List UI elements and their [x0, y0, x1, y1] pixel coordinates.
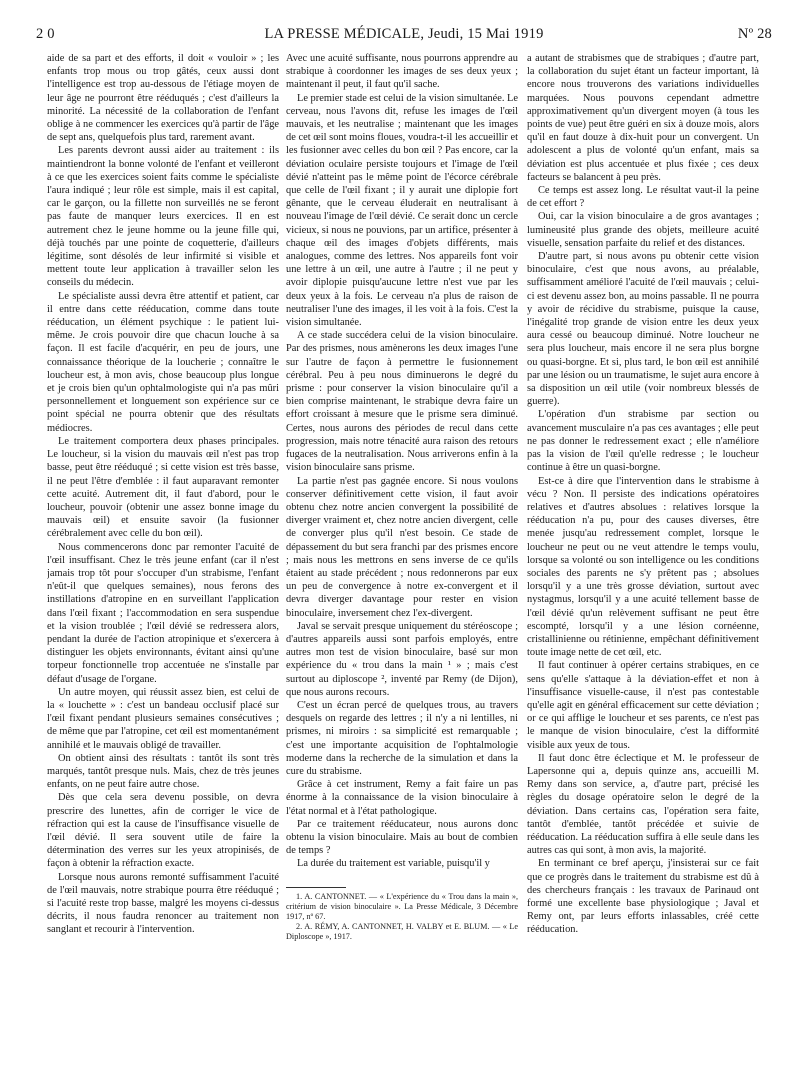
paragraph: La durée du traitement est variable, puisqu'il y — [297, 858, 490, 870]
paragraph: Est-ce à dire que l'intervention dans le strabisme à vécu ? Non. Il persiste des indications opératoires relatives et d'autres absolues : relatives lorsque la rééducation n'a pu, pour des causes diverses, être menée jusqu'au redressement complet, lorsque le loucheur ne peut ou ne veut attendre le temps voulu, lorsque sa volonté ou son intelligence ou les conditions sociales des parents ne s'y prêtent pas ; absolues lorsqu'il y a une très grosse déviation, surtout avec nystagmus, lorsqu'il y a une acuité tellement basse de l'œil dévié qu'un relèvement suffisant ne peut être escompté, lorsqu'il y a une lésion cornéenne, cristallinienne ou rétinienne, empêchant définitivement toute image nette de cet œil, etc. — [527, 475, 759, 659]
paragraph: Lorsque nous aurons remonté suffisamment l'acuité de l'œil mauvais, notre strabique pourra être rééduqué ; si l'acuité reste trop basse, malgré les moyens ci-dessus décrits, il nous faudra renoncer au traitement non sanglant et recourir à l'intervention. — [47, 871, 279, 936]
paragraph: Un autre moyen, qui réussit assez bien, est celui de la « louchette » : c'est un bandeau occlusif placé sur l'œil fixant pendant plusieurs semaines consécutives ; de même que par l'atropine, cet œil est momentanément annihilé et le mauvais obligé de travailler. — [47, 686, 279, 751]
page-number: 2 0 — [36, 26, 55, 42]
paragraph: Grâce à cet instrument, Remy a fait faire un pas énorme à la connaissance de la vision binoculaire à l'état normal et à l'état pathologique. — [286, 779, 518, 817]
paragraph: On obtient ainsi des résultats : tantôt ils sont très marqués, tantôt presque nuls. Mais, chez de très jeunes enfants, on ne peut faire autre chose. — [47, 752, 279, 791]
paragraph: Il faut donc être éclectique et M. le professeur de Lapersonne qui a, depuis quinze ans, accueilli M. Remy dans son service, a, d'autre part, précisé les règles du dosage opératoire selon le degré de la déviation. Dans certains cas, l'opération sera faite, tantôt d'emblée, tantôt précédée et suivie de rééducation. La rééducation suffira à elle seule dans les autres cas qui sont, à mon avis, la majorité. — [527, 752, 759, 857]
issue-number: Nº 28 — [737, 26, 772, 42]
paragraph: Le premier stade est celui de la vision simultanée. Le cerveau, nous l'avons dit, refuse les images de l'œil mauvais, et les neutralise ; maintenant que les images de cet œil sont moins floues, voudra-t-il les accueillir et les fusionner avec celles du bon œil ? Pas encore, car la déviation oculaire persiste toujours et l'image de l'œil dévié n'atteint pas le même point de l'écorce cérébrale que celle de l'œil fixant ; il y aurait une diplopie fort gênante, que le cerveau éluderait en neutralisant à nouveau l'image de l'œil dévié. Ce serait donc un cercle vicieux, si nous ne pouvions, par un artifice, présenter à chaque œil des images d'objets différents, mais analogues, comme des lettres. Nos appareils font voir une lettre à un œil, une autre à l'autre ; il ne peut y avoir diplopie puisqu'aucune lettre n'est vue par les deux yeux à la fois. Le cerveau n'a plus de raison de neutraliser l'une des images, il les voit à la fois. C'est la vision simultanée. — [286, 92, 518, 329]
text-column-left — [47, 52, 279, 1064]
paragraph: Il faut continuer à opérer certains strabiques, en ce sens qu'elle s'attaque à la déviation-effet et non à l'insuffisance visuelle-cause, il n'est pas contestable qu'elle agit en général efficacement sur cette déviation ; or ce qui afflige le loucheur et ses parents, ce n'est pas le manque de vision binoculaire, c'est la difformité visible aux yeux de tous. — [527, 660, 759, 751]
paragraph: aide de sa part et des efforts, il doit « vouloir » ; les enfants trop mous ou trop gâtés, ceux aussi dont l'intelligence est trop au-dessous de l'étiage moyen de leur âge ne pourront être rééduqués ; c'est d'ailleurs la minorité. La nécessité de la collaboration de l'enfant oblige à ne commencer les exercices qu'à partir de l'âge de sept ans, quelquefois plus tard, rarement avant. — [47, 53, 279, 144]
paragraph: Avec une acuité suffisante, nous pourrons apprendre au strabique à coordonner les images de ses deux yeux ; maintenant il peut, il faut qu'il sache. — [286, 53, 518, 91]
paragraph: L'opération d'un strabisme par section ou avancement musculaire n'a pas ces avantages ; elle peut ne pas donner le redressement exact ; elle n'améliore pas la vision de l'œil qu'elle redresse ; le loucheur continue à être un quasi-borgne. — [527, 409, 759, 474]
journal-title: LA PRESSE MÉDICALE, Jeudi, 15 Mai 1919 — [264, 26, 544, 42]
text-column-right — [527, 52, 759, 1064]
paragraph: Nous commencerons donc par remonter l'acuité de l'œil insuffisant. Chez le très jeune enfant (car il n'est jamais trop tôt pour s'occuper d'un strabisme, l'enfant n'eût-il que quelques semaines), nous ferons des instillations d'atropine en en surveillant l'application dans l'œil fixant ; l'accommodation en sera suspendue et la vision troublée ; l'œil dévié se redressera alors, pendant la durée de l'action atropinique et s'exercera à distinguer les objets environnants, évitant ainsi qu'une torpeur fonctionnelle trop accentuée ne s'installe par défaut d'usage de l'organe. — [47, 541, 279, 685]
paragraph: En terminant ce bref aperçu, j'insisterai sur ce fait que ce progrès dans le traitement du strabisme est dû à des chercheurs français : les travaux de Parinaud ont formé une excellente base physiologique ; Javal et Remy ont, par leurs efforts inlassables, créé cette rééducation. — [527, 858, 759, 936]
paragraph: Par ce traitement rééducateur, nous aurons donc obtenu la vision binoculaire. Mais au bout de combien de temps ? — [286, 818, 518, 857]
paragraph: Le spécialiste aussi devra être attentif et patient, car il entre dans cette rééducation, comme dans toute rééducation, un élément psychique : le patient lui-même. Je crois pouvoir dire que chacun louche à sa façon. Il est facile d'acquérir, en peu de jours, une connaissance théorique de la loucherie ; connaître le loucheur est, à mon avis, chose beaucoup plus longue et je crois bien qu'un ophtalmologiste qui n'a pas mûri personnellement et longuement son expérience sur ce point spécial ne pourra obtenir que des résultats médiocres. — [47, 290, 279, 434]
footnotes — [286, 892, 518, 942]
paragraph: Ce temps est assez long. Le résultat vaut-il la peine de cet effort ? — [527, 185, 759, 210]
paragraph: D'autre part, si nous avons pu obtenir cette vision binoculaire, c'est que nous avons, au préalable, suffisamment amélioré l'acuité de l'œil mauvais ; celui-ci est devenu assez bon, au moins passable. Il ne pourra y avoir de récidive du strabisme, puisque la cause, l'inégalité trop grande de vision entre les deux yeux aura cessé ou beaucoup diminué. Notre loucheur ne sera plus loucheur, mais encore il ne sera plus borgne ou quasi-borgne. Et si, plus tard, le bon œil est annihilé par une lésion ou un traumatisme, le sujet aura encore à sa disposition un œil utile (voir nombreux blessés de guerre). — [527, 251, 759, 408]
paragraph: a autant de strabismes que de strabiques ; d'autre part, la collaboration du sujet étant un facteur important, là encore nous trouverons des variations individuelles marquées. Nous pouvons cependant admettre approximativement qu'un divergent moyen (à tous les points de vue) peut être guéri en six à douze mois, alors qu'il en faut douze à dix-huit pour un convergent. Un adolescent a plus de volonté qu'un enfant, mais sa déviation est plus accentuée et plus fixée ; ces deux facteurs se balancent à peu près. — [527, 53, 759, 183]
footnote: 2. A. RÉMY, A. CANTONNET, H. VALBY et E. BLUM. — « Le Diploscope », 1917. — [286, 922, 518, 941]
paragraph: A ce stade succédera celui de la vision binoculaire. Par des prismes, nous amènerons les deux images l'une sur l'autre de façon à permettre le fusionnement cérébral. Peu à peu nous diminuerons le degré du prisme : pour conserver la vision binoculaire qu'il a bien comprise maintenant, le strabique devra faire un effort croissant à mesure que le prisme sera diminué. Certes, nous aurons des périodes de recul dans cette progression, mais notre ténacité aura raison des retours fugaces de la neutralisation. Nous arriverons enfin à la vision binoculaire sans prisme. — [286, 330, 518, 474]
paragraph: Dès que cela sera devenu possible, on devra prescrire des lunettes, afin de corriger le vice de réfraction qui est la cause de l'insuffisance visuelle de l'œil dévié. Il sera souvent utile de faire la détermination des verres sur les yeux atropinisés, de façon à obtenir la réfraction exacte. — [47, 792, 279, 870]
paragraph: C'est un écran percé de quelques trous, au travers desquels on regarde des lettres ; il n'y a ni lentilles, ni prismes, ni miroirs : sa simplicité est remarquable ; c'est une importante acquisition de l'ophtalmologie moderne dans la recherche de la simulation et dans la cure du strabisme. — [286, 699, 518, 777]
paragraph: Le traitement comportera deux phases principales. Le loucheur, si la vision du mauvais œil n'est pas trop basse, peut être rééduqué ; si cette vision est très basse, il ne peut l'être d'emblée : il faut auparavant remonter cette acuité. Autrement dit, il faut d'abord, pour le loucheur, pouvoir (obtenir une assez bonne image du mauvais œil) et ensuite savoir (la fusionner cérébralement avec celle du bon œil). — [47, 435, 279, 540]
footnote: 1. A. CANTONNET. — « L'expérience du « Trou dans la main », critérium de vision binoculaire ». La Presse Médicale, 3 Décembre 1917, nº 67. — [286, 892, 518, 921]
footnote-rule — [286, 887, 346, 888]
paragraph: Oui, car la vision binoculaire a de gros avantages ; lumineusité plus grande des objets, meilleure acuité visuelle, sensation parfaite du relief et des distances. — [527, 211, 759, 249]
paragraph: Javal se servait presque uniquement du stéréoscope ; d'autres appareils aussi sont parfois employés, entre autres mon test de vision binoculaire, basé sur mon expérience du « trou dans la main ¹ » ; mais c'est surtout au diploscope ², inventé par Remy (de Dijon), que nous aurons recours. — [286, 620, 518, 698]
paragraph: Les parents devront aussi aider au traitement : ils maintiendront la bonne volonté de l'enfant et veilleront à ce que les exercices soient faits comme le spécialiste l'aura indiqué ; leur rôle est simple, mais il est capital, car le garçon, ou la fillette non surveillés ne se feront pas faute de manquer leurs exercices. Il en est autrement chez le jeune homme ou la jeune fille qui, déjà touchés par une pointe de coquetterie, d'ailleurs légitime, sont désolés de leur infirmité si visible et mettent toute leur application à travailler selon les conseils du médecin. — [47, 145, 279, 289]
running-header — [36, 26, 772, 46]
paragraph: La partie n'est pas gagnée encore. Si nous voulons conserver définitivement cette vision, il faut avoir obtenu chez notre ancien convergent la possibilité de diverger vraiment et, chez notre ancien divergent, celle de converger plus qu'il n'est besoin. Ce stade de dépassement du but sera franchi par des prismes encore ; mais nous les mettrons en sens inverse de ce qu'ils étaient au stade précédent ; nous redonnerons par eux un peu de convergence à notre ex-convergent et il devra diverger davantage pour rester en vision binoculaire, inversement chez l'ex-divergent. — [286, 475, 518, 619]
